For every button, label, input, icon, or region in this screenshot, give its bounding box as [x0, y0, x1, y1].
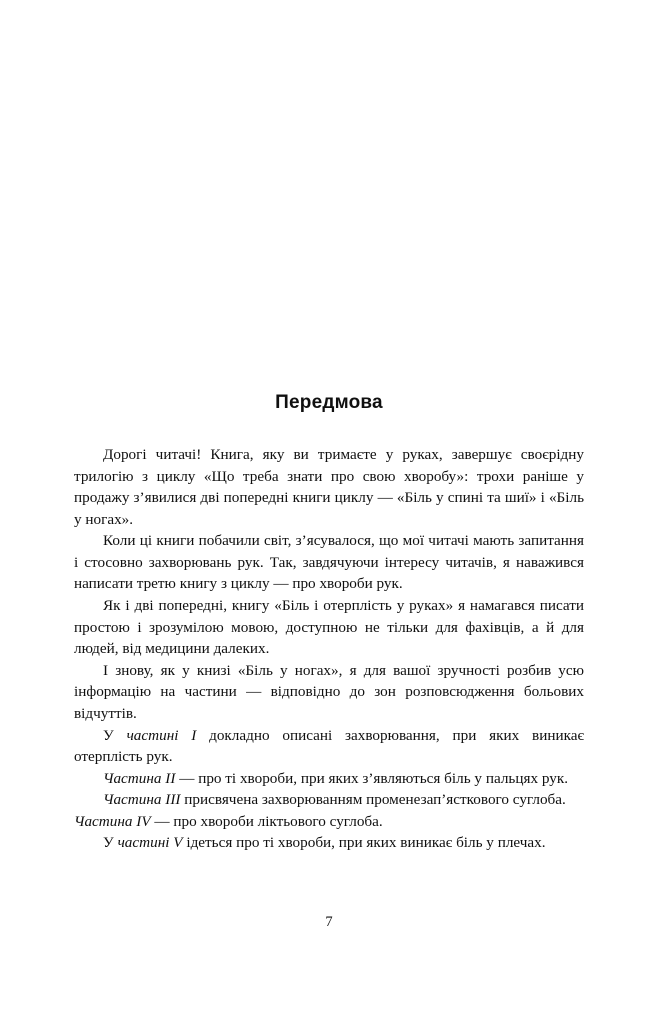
- body-text: [74, 444, 584, 854]
- emphasis-text: Частина IV: [74, 812, 151, 830]
- page-number: 7: [325, 914, 333, 930]
- paragraph: У частині I докладно описані захворювання, при яких виникає отерплість рук.: [74, 726, 584, 766]
- paragraph: І знову, як у книзі «Біль у ногах», я для вашої зручності розбив усю інформацію на частини — відповідно до зон розповсюдження больових відчуттів.: [74, 661, 584, 722]
- emphasis-text: Частина II: [103, 769, 176, 787]
- page-title: Передмова: [275, 392, 383, 413]
- emphasis-text: частині V: [117, 834, 183, 852]
- paragraph: Дорогі читачі! Книга, яку ви тримаєте у руках, завершує своєрідну трилогію з циклу «Що треба знати про свою хворобу»: трохи раніше у продажу з’явилися дві попередні книги циклу — «Біль у спині та шиї» і «Біль у ногах».: [74, 446, 584, 528]
- paragraph: У частині V ідеться про ті хвороби, при яких виникає біль у плечах.: [103, 834, 546, 852]
- paragraph: Частина IV — про хвороби ліктьового суглоба.: [74, 812, 383, 830]
- paragraph: Частина III присвячена захворюванням променезап’ясткового суглоба.: [103, 791, 566, 809]
- emphasis-text: частині I: [126, 726, 197, 744]
- paragraph: Коли ці книги побачили світ, з’ясувалося, що мої читачі мають запитання і стосовно захворювань рук. Так, завдячуючи інтересу читачів, я наважився написати третю книгу з циклу — про хвороби рук.: [74, 532, 584, 593]
- paragraph: Частина II — про ті хвороби, при яких з’являються біль у пальцях рук.: [103, 769, 568, 787]
- emphasis-text: Частина III: [103, 791, 181, 809]
- paragraph: Як і дві попередні, книгу «Біль і отерплість у руках» я намагався писати простою і зрозумілою мовою, доступною не тільки для фахівців, а й для людей, від медицини далеких.: [74, 597, 584, 658]
